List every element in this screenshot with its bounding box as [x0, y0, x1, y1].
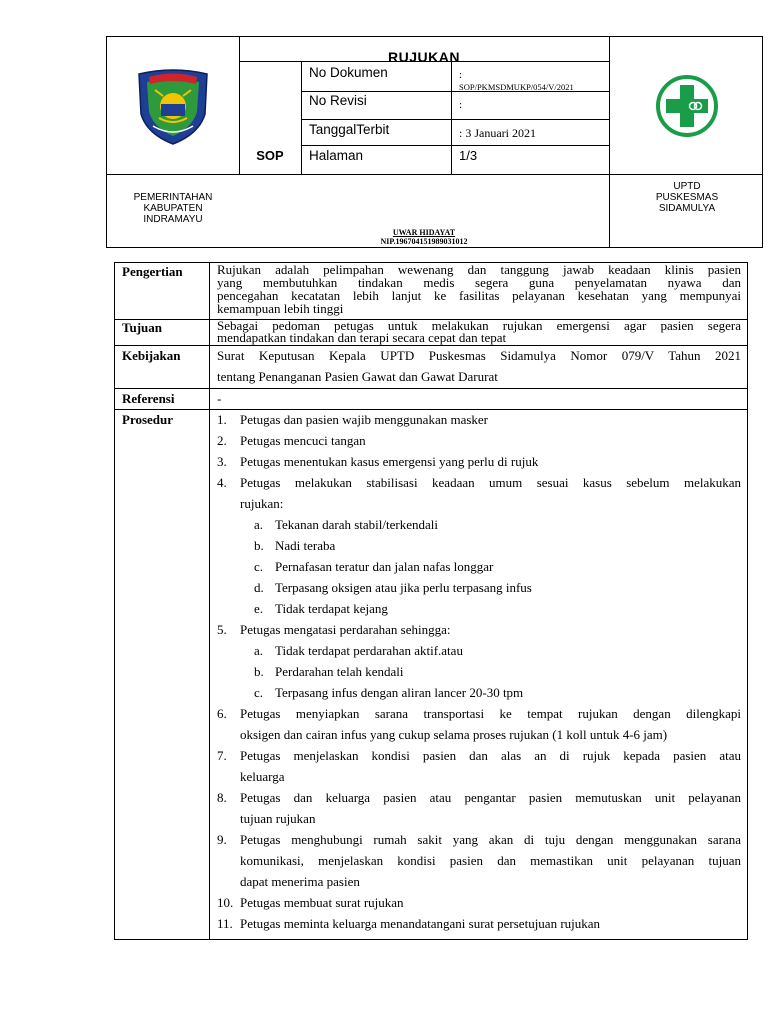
meta-label-halaman: Halaman	[309, 148, 364, 163]
meta-label-no-dokumen: No Dokumen	[309, 65, 388, 80]
label-referensi: Referensi	[122, 391, 175, 406]
signer-name: UWAR HIDAYAT	[392, 228, 456, 237]
procedure-table: Pengertian Rujukan adalah pelimpahan wewenang dan tanggung jawab keadaan klinis pasien yang membutuhkan tindakan medis segera guna penyelamatan nyawa dan pencegahan kecatatan lebih lanjut ke fasilitas pelayanan kesehatan yang mempunyai kemampuan lebih tinggi Tujuan Sebagai pedoman petugas untuk melakukan rujukan emergensi agar pasien segera mendapatkan tindakan dan terapi secara cepat dan tepat Kebijakan Surat Keputusan Kepala UPTD Puskesmas Sidamulya Nomor 079/V Tahun 2021 tentang Penanganan Pasien Gawat dan Gawat Darurat Referensi - Prosedur 1. Petugas dan pasien wajib menggunakan masker 2. Petugas mencuci tangan 3. Petugas menentukan kasus emergensi yang perlu di rujuk 4. Petugas melakukan stabilisasi keadaan umum sesuai kasus sebelum melakukan rujukan: a. Tekanan darah stabil/terkendali b. Nadi teraba c. Pernafasan teratur dan jalan nafas longgar d. Terpasang oksigen atau jika perlu terpasang infus e. Tidak terdapat kejang 5. Petugas mengatasi perdarahan sehingga: a. Tidak terdapat perdarahan aktif.atau b. Perdarahan telah kendali c. Terpasang infus dengan aliran lancer 20-30 tpm 6. Petugas menyiapkan sarana transportasi ke tempat rujukan dengan dilengkapi oksigen dan cairan infus yang cukup selama proses rujukan (1 koll untuk 4-6 jam) 7. Petugas menjelaskan kondisi pasien dan alas an di rujuk kepada pasien atau keluarga 8. Petugas dan keluarga pasien atau pengantar pasien memutuskan unit pelayanan tujuan rujukan 9. Petugas menghubungi rumah sakit yang akan di tuju dengan menggunakan sarana komunikasi, menjelaskan kondisi pasien dan memastikan unit pelayanan tujuan dapat menerima pasien 10. Petugas membuat surat rujukan 11. Petugas meminta keluarga menandatangani surat persetujuan rujukan	[114, 262, 748, 940]
referensi-text: -	[217, 391, 222, 406]
label-pengertian: Pengertian	[122, 264, 183, 279]
meta-value-tanggal-terbit: : 3 Januari 2021	[459, 126, 536, 140]
signer-nip: NIP.196704151989031012	[380, 237, 468, 246]
document-header	[106, 36, 763, 248]
sop-label: SOP	[256, 148, 284, 163]
regency-emblem-icon	[133, 66, 213, 146]
meta-colon-no-dokumen: :	[459, 69, 463, 81]
meta-label-no-revisi: No Revisi	[309, 93, 367, 108]
regency-logo	[107, 37, 239, 174]
label-prosedur: Prosedur	[122, 412, 174, 427]
pengertian-text: Rujukan adalah pelimpahan wewenang dan tanggung jawab keadaan klinis pasien yang membutuhkan tindakan medis segera guna penyelamatan nyawa dan pencegahan kecatatan lebih lanjut ke fasilitas pelayanan kesehatan yang mempunyai kemampuan lebih tinggi	[217, 262, 741, 316]
meta-label-tanggal-terbit: TanggalTerbit	[309, 122, 390, 137]
label-tujuan: Tujuan	[122, 320, 162, 335]
document-title: RUJUKAN	[388, 49, 460, 65]
meta-colon-no-revisi: :	[459, 99, 463, 111]
puskesmas-logo	[610, 37, 764, 174]
label-kebijakan: Kebijakan	[122, 348, 181, 363]
prosedur-list: 1. Petugas dan pasien wajib menggunakan masker 2. Petugas mencuci tangan 3. Petugas menentukan kasus emergensi yang perlu di rujuk 4. Petugas melakukan stabilisasi keadaan umum sesuai kasus sebelum melakukan rujukan: a. Tekanan darah stabil/terkendali b. Nadi teraba c. Pernafasan teratur dan jalan nafas longgar d. Terpasang oksigen atau jika perlu terpasang infus e. Tidak terdapat kejang 5. Petugas mengatasi perdarahan sehingga: a. Tidak terdapat perdarahan aktif.atau b. Perdarahan telah kendali c. Terpasang infus dengan aliran lancer 20-30 tpm 6. Petugas menyiapkan sarana transportasi ke tempat rujukan dengan dilengkapi oksigen dan cairan infus yang cukup selama proses rujukan (1 koll untuk 4-6 jam) 7. Petugas menjelaskan kondisi pasien dan alas an di rujuk kepada pasien atau keluarga 8. Petugas dan keluarga pasien atau pengantar pasien memutuskan unit pelayanan tujuan rujukan 9. Petugas menghubungi rumah sakit yang akan di tuju dengan menggunakan sarana komunikasi, menjelaskan kondisi pasien dan memastikan unit pelayanan tujuan dapat menerima pasien 10. Petugas membuat surat rujukan 11. Petugas meminta keluarga menandatangani surat persetujuan rujukan	[217, 412, 741, 931]
meta-value-no-dokumen: SOP/PKMSDMUKP/054/V/2021	[459, 82, 574, 92]
meta-value-halaman: 1/3	[459, 148, 478, 163]
org-name-left: PEMERINTAHAN KABUPATEN INDRAMAYU	[133, 192, 213, 225]
org-name-right: UPTD PUSKESMAS SIDAMULYA	[655, 181, 719, 214]
puskesmas-cross-icon	[654, 73, 720, 139]
